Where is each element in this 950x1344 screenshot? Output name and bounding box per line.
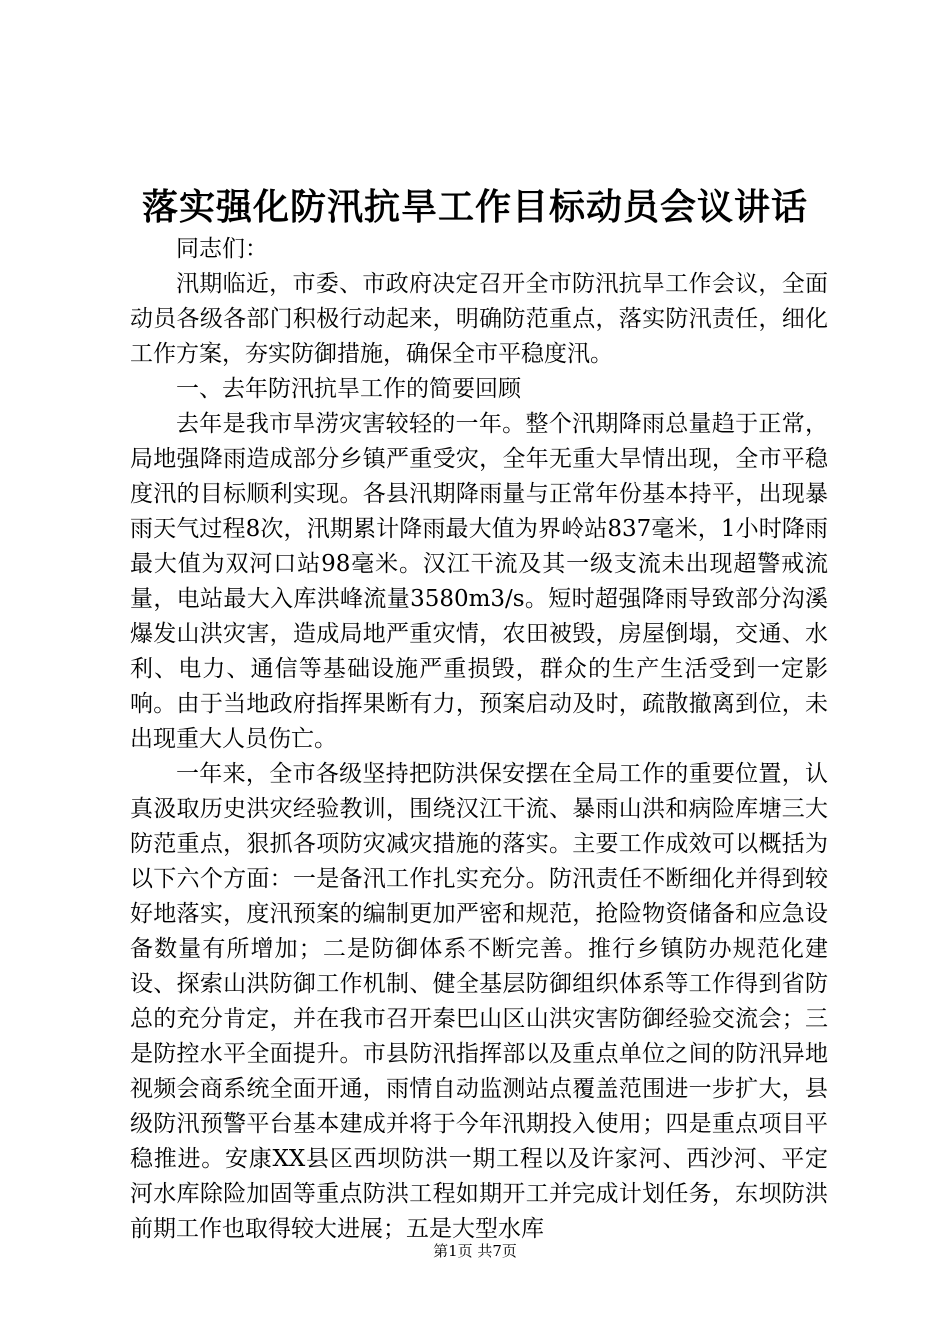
document-body [130,232,828,1247]
document-title: 落实强化防汛抗旱工作目标动员会议讲话 [141,186,808,228]
page-number: 第1页 共7页 [433,1242,517,1260]
review-paragraph: 去年是我市旱涝灾害较轻的一年。整个汛期降雨总量趋于正常，局地强降雨造成部分乡镇严重受灾，全年无重大旱情出现，全市平稳度汛的目标顺利实现。各县汛期降雨量与正常年份基本持平，出现暴雨天气过程8次，汛期累计降雨最大值为界岭站837毫米，1小时降雨最大值为双河口站98毫米。汉江干流及其一级支流未出现超警戒流量，电站最大入库洪峰流量3580m3/s。短时超强降雨导致部分沟溪爆发山洪灾害，造成局地严重灾情，农田被毁，房屋倒塌，交通、水利、电力、通信等基础设施严重损毁，群众的生产生活受到一定影响。由于当地政府指挥果断有力，预案启动及时，疏散撤离到位，未出现重大人员伤亡。 [130,411,828,752]
salutation-paragraph: 同志们： [176,236,268,262]
intro-paragraph: 汛期临近，市委、市政府决定召开全市防汛抗旱工作会议，全面动员各级各部门积极行动起来，明确防范重点，落实防汛责任，细化工作方案，夯实防御措施，确保全市平稳度汛。 [130,271,828,367]
achievements-paragraph: 一年来，全市各级坚持把防洪保安摆在全局工作的重要位置，认真汲取历史洪灾经验教训，围绕汉江干流、暴雨山洪和病险库塘三大防范重点，狠抓各项防灾减灾措施的落实。主要工作成效可以概括为以下六个方面：一是备汛工作扎实充分。防汛责任不断细化并得到较好地落实，度汛预案的编制更加严密和规范，抢险物资储备和应急设备数量有所增加；二是防御体系不断完善。推行乡镇防办规范化建设、探索山洪防御工作机制、健全基层防御组织体系等工作得到省防总的充分肯定，并在我市召开秦巴山区山洪灾害防御经验交流会；三是防控水平全面提升。市县防汛指挥部以及重点单位之间的防汛异地视频会商系统全面开通，雨情自动监测站点覆盖范围进一步扩大，县级防汛预警平台基本建成并将于今年汛期投入使用；四是重点项目平稳推进。安康XX县区西坝防洪一期工程以及许家河、西沙河、平定河水库除险加固等重点防洪工程如期开工并完成计划任务，东坝防洪前期工作也取得较大进展；五是大型水库 [130,761,828,1242]
section-heading: 一、去年防汛抗旱工作的简要回顾 [176,376,521,402]
